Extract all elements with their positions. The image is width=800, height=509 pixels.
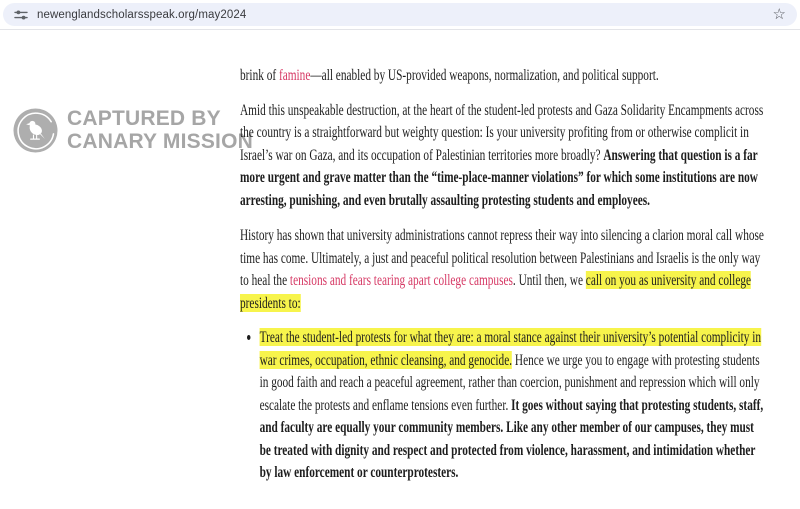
- url-text: newenglandscholarsspeak.org/may2024: [37, 8, 247, 21]
- demands-list: [240, 326, 764, 484]
- inline-link[interactable]: famine: [278, 66, 311, 84]
- bold-text: It goes without saying that protesting students, staff, and faculty are equally your community members. Like any other member of our campuses, they must be treated with dignity and respect and protected from violence, harassment, and intimidation whether by law enforcement or counterprotesters.: [259, 395, 764, 481]
- canary-bird-icon: [13, 108, 58, 153]
- inline-link[interactable]: tensions and fears tearing apart college campuses: [289, 271, 513, 289]
- watermark-line1: CAPTURED BY: [67, 107, 221, 130]
- body-text: —all enabled by US-provided weapons, normalization, and political support.: [310, 66, 659, 84]
- watermark-line2: CANARY MISSION: [67, 130, 253, 153]
- watermark-text: [67, 107, 253, 153]
- paragraph-amid-destruction: [240, 99, 764, 212]
- body-text: Hence we urge you to engage with protesting students in good faith and reach a peaceful agreement, rather than coercion, punishment and repression which will only escalate the protests and enflame tensions even further.: [259, 350, 760, 414]
- article-body: [240, 60, 764, 484]
- paragraph-famine: [240, 64, 764, 87]
- highlighted-text: Treat the student-led protests for what they are: a moral stance against their university’s potential complicity in war crimes, occupation, ethnic cleansing, and genocide.: [259, 328, 762, 369]
- webpage: [0, 30, 800, 509]
- body-text: brink of: [240, 66, 279, 84]
- canary-mission-watermark: [13, 107, 253, 153]
- highlighted-text: call on you as university and college presidents to:: [240, 271, 752, 312]
- list-item-treat-protests: [258, 326, 764, 484]
- body-text: . Until then, we: [512, 271, 586, 289]
- site-info-tune-icon[interactable]: [14, 8, 28, 22]
- browser-topbar: [0, 0, 800, 30]
- bookmark-star-icon[interactable]: ☆: [772, 6, 786, 23]
- body-text: Amid this unspeakable destruction, at the heart of the student-led protests and Gaza Solidarity Encampments across the country is a straightforward but weighty question: Is your university profiting from or otherwise complicit in Israel’s war on Gaza, and its occupation of Palestinian territories more broadly?: [240, 100, 764, 164]
- paragraph-history: [240, 224, 764, 314]
- body-text: History has shown that university administrations cannot repress their way into silencing a clarion moral call whose time has come. Ultimately, a just and peaceful political resolution between Palestinians and Israelis is the only way to heal the: [240, 226, 764, 289]
- address-bar[interactable]: [3, 3, 797, 26]
- bold-text: Answering that question is a far more urgent and grave matter than the “time-place-manner violations” for which some institutions are now arresting, punishing, and even brutally assaulting protesting students and employees.: [240, 145, 758, 209]
